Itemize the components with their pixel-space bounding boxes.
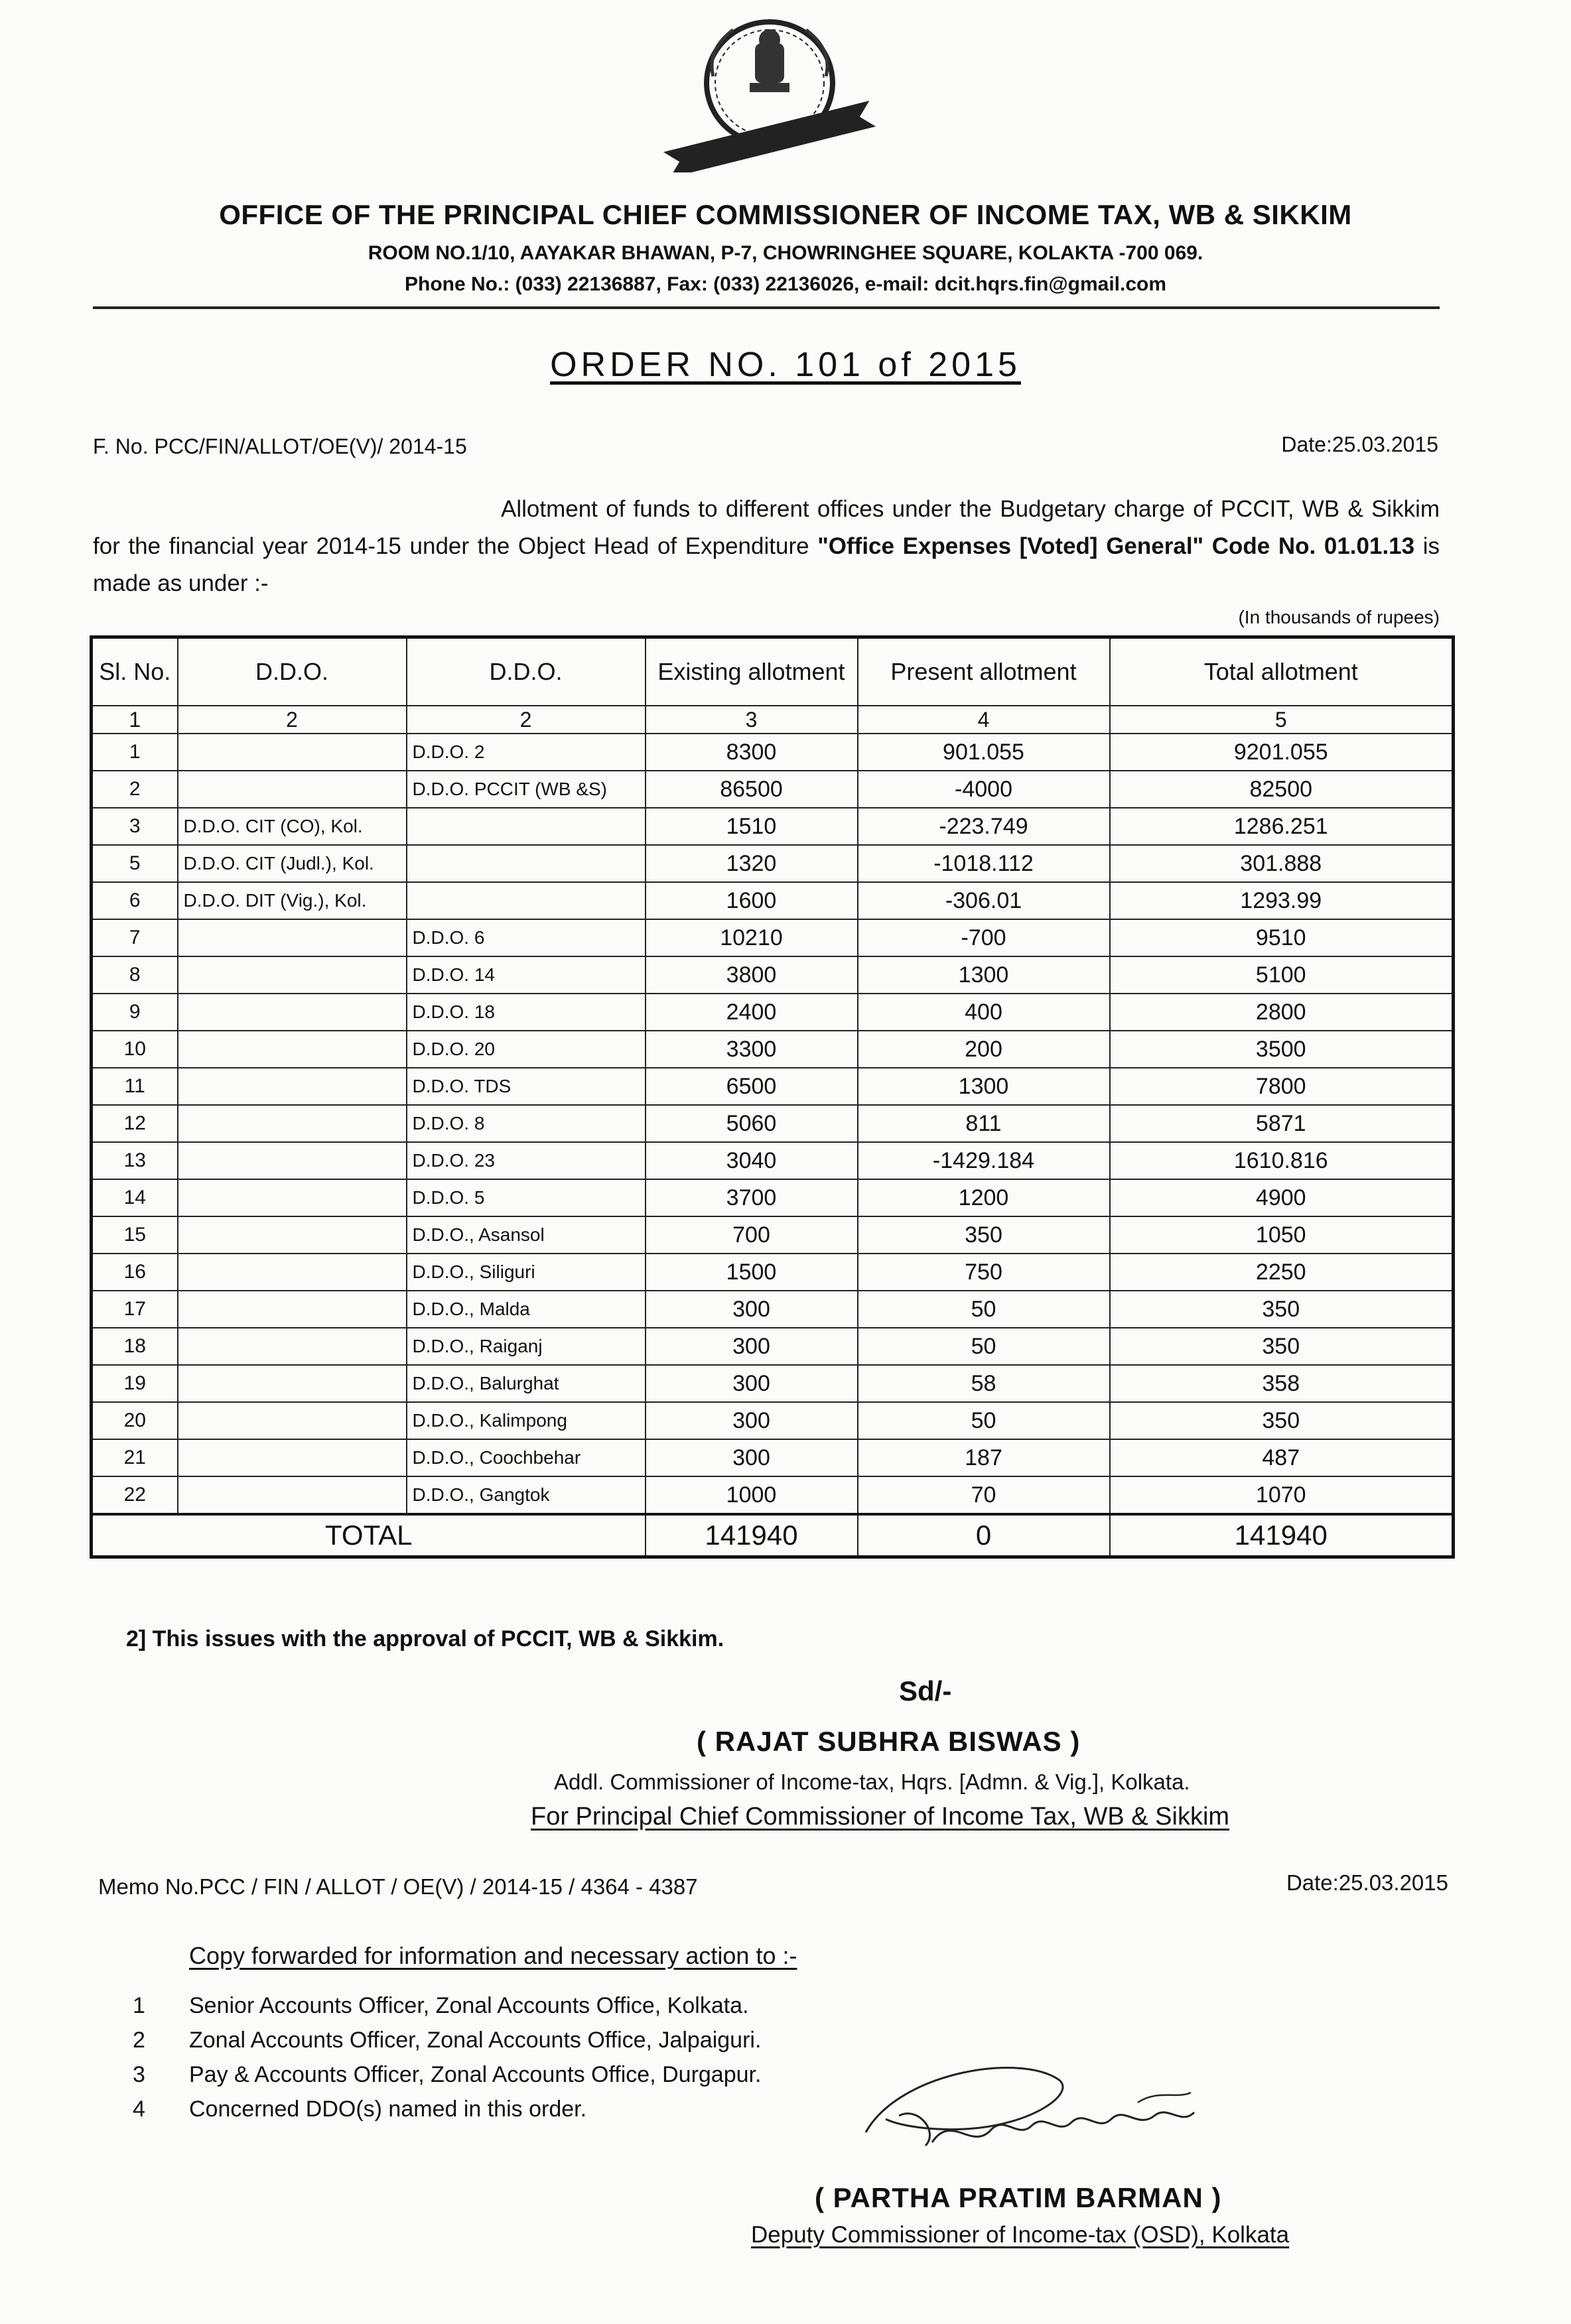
table-row <box>92 1476 1454 1514</box>
list-item <box>133 2062 761 2097</box>
col-number: 2 <box>407 706 646 734</box>
row-present: 200 <box>858 1031 1110 1068</box>
col-header-ddo-b: D.D.O. <box>407 637 646 706</box>
row-existing: 700 <box>646 1216 858 1254</box>
allotment-table <box>90 635 1455 1559</box>
row-total: 1293.99 <box>1110 882 1454 919</box>
total-label: TOTAL <box>92 1514 646 1557</box>
row-ddo-a <box>178 1105 407 1142</box>
row-present: -223.749 <box>858 808 1110 845</box>
recipient-number: 3 <box>133 2062 145 2087</box>
list-item <box>133 2028 761 2062</box>
row-ddo-a <box>178 1439 407 1476</box>
table-row <box>92 1328 1454 1365</box>
row-existing: 300 <box>646 1365 858 1402</box>
row-total: 9201.055 <box>1110 734 1454 771</box>
row-ddo-b: D.D.O. 18 <box>407 994 646 1031</box>
col-number: 4 <box>858 706 1110 734</box>
row-ddo-b: D.D.O., Asansol <box>407 1216 646 1254</box>
row-total: 350 <box>1110 1291 1454 1328</box>
memo-number: Memo No.PCC / FIN / ALLOT / OE(V) / 2014-15 / 4364 - 4387 <box>98 1874 698 1899</box>
total-total: 141940 <box>1110 1514 1454 1557</box>
copy-heading: Copy forwarded for information and necessary action to :- <box>189 1942 797 1969</box>
col-number: 1 <box>92 706 178 734</box>
row-existing: 86500 <box>646 771 858 808</box>
row-slno: 22 <box>92 1476 178 1514</box>
row-ddo-a <box>178 1031 407 1068</box>
row-ddo-a <box>178 771 407 808</box>
row-total: 1070 <box>1110 1476 1454 1514</box>
total-existing: 141940 <box>646 1514 858 1557</box>
row-ddo-b: D.D.O. 23 <box>407 1142 646 1179</box>
row-slno: 17 <box>92 1291 178 1328</box>
col-number: 2 <box>178 706 407 734</box>
para-text: Allotment of funds to different offices under the Budgetary charge of PCCIT, WB & Sikkim for the financial year 2014-15 under the Object Head of Expenditure <box>93 496 1440 559</box>
row-total: 350 <box>1110 1402 1454 1439</box>
col-header-present: Present allotment <box>858 637 1110 706</box>
row-existing: 1320 <box>646 845 858 882</box>
row-present: -700 <box>858 919 1110 956</box>
row-present: -306.01 <box>858 882 1110 919</box>
row-slno: 1 <box>92 734 178 771</box>
row-ddo-a <box>178 1328 407 1365</box>
signatory1-for: For Principal Chief Commissioner of Income Tax, WB & Sikkim <box>531 1803 1230 1831</box>
row-slno: 11 <box>92 1068 178 1105</box>
row-existing: 10210 <box>646 919 858 956</box>
row-existing: 3800 <box>646 956 858 994</box>
row-existing: 3700 <box>646 1179 858 1216</box>
signatory2-name: ( PARTHA PRATIM BARMAN ) <box>815 2182 1222 2213</box>
row-total: 350 <box>1110 1328 1454 1365</box>
row-slno: 7 <box>92 919 178 956</box>
row-existing: 300 <box>646 1291 858 1328</box>
row-ddo-a <box>178 919 407 956</box>
row-ddo-b: D.D.O., Coochbehar <box>407 1439 646 1476</box>
table-row <box>92 1439 1454 1476</box>
approval-note: 2] This issues with the approval of PCCIT, WB & Sikkim. <box>126 1626 724 1651</box>
row-slno: 9 <box>92 994 178 1031</box>
list-item <box>133 1993 761 2028</box>
row-ddo-b: D.D.O. TDS <box>407 1068 646 1105</box>
row-ddo-a <box>178 994 407 1031</box>
row-existing: 300 <box>646 1328 858 1365</box>
row-present: 50 <box>858 1291 1110 1328</box>
row-present: 1300 <box>858 1068 1110 1105</box>
recipient-text: Pay & Accounts Officer, Zonal Accounts Office, Durgapur. <box>189 2062 762 2087</box>
table-row <box>92 1068 1454 1105</box>
row-total: 487 <box>1110 1439 1454 1476</box>
row-slno: 15 <box>92 1216 178 1254</box>
row-present: 1200 <box>858 1179 1110 1216</box>
list-item <box>133 2097 761 2131</box>
row-present: 750 <box>858 1254 1110 1291</box>
handwritten-signature <box>859 2053 1257 2165</box>
row-slno: 18 <box>92 1328 178 1365</box>
file-number: F. No. PCC/FIN/ALLOT/OE(V)/ 2014-15 <box>93 434 467 458</box>
table-header-row <box>92 637 1454 706</box>
row-slno: 6 <box>92 882 178 919</box>
row-ddo-b: D.D.O., Malda <box>407 1291 646 1328</box>
row-ddo-a: D.D.O. DIT (Vig.), Kol. <box>178 882 407 919</box>
row-ddo-b <box>407 845 646 882</box>
table-row <box>92 1402 1454 1439</box>
row-slno: 3 <box>92 808 178 845</box>
col-header-slno: Sl. No. <box>92 637 178 706</box>
row-existing: 6500 <box>646 1068 858 1105</box>
col-number: 3 <box>646 706 858 734</box>
signatory1-name: ( RAJAT SUBHRA BISWAS ) <box>697 1726 1081 1757</box>
row-total: 5871 <box>1110 1105 1454 1142</box>
row-existing: 1000 <box>646 1476 858 1514</box>
income-tax-department-emblem <box>644 13 896 172</box>
table-row <box>92 771 1454 808</box>
row-ddo-a <box>178 1476 407 1514</box>
table-row <box>92 1216 1454 1254</box>
table-row <box>92 1105 1454 1142</box>
row-total: 5100 <box>1110 956 1454 994</box>
row-present: 58 <box>858 1365 1110 1402</box>
row-total: 358 <box>1110 1365 1454 1402</box>
recipient-text: Zonal Accounts Officer, Zonal Accounts Office, Jalpaiguri. <box>189 2028 762 2053</box>
row-slno: 5 <box>92 845 178 882</box>
office-contact: Phone No.: (033) 22136887, Fax: (033) 22136026, e-mail: dcit.hqrs.fin@gmail.com <box>404 273 1167 295</box>
signatory1-designation: Addl. Commissioner of Income-tax, Hqrs. [Admn. & Vig.], Kolkata. <box>554 1770 1190 1794</box>
row-ddo-b: D.D.O. PCCIT (WB &S) <box>407 771 646 808</box>
row-slno: 10 <box>92 1031 178 1068</box>
col-header-total: Total allotment <box>1110 637 1454 706</box>
row-slno: 16 <box>92 1254 178 1291</box>
row-ddo-a: D.D.O. CIT (CO), Kol. <box>178 808 407 845</box>
table-row <box>92 956 1454 994</box>
row-slno: 19 <box>92 1365 178 1402</box>
row-existing: 300 <box>646 1402 858 1439</box>
col-header-existing: Existing allotment <box>646 637 858 706</box>
table-row <box>92 1179 1454 1216</box>
row-slno: 2 <box>92 771 178 808</box>
row-slno: 13 <box>92 1142 178 1179</box>
row-present: 400 <box>858 994 1110 1031</box>
table-row <box>92 1365 1454 1402</box>
row-ddo-a <box>178 1216 407 1254</box>
para-object-head: "Office Expenses [Voted] General" Code No. 01.01.13 <box>817 533 1415 559</box>
row-total: 2800 <box>1110 994 1454 1031</box>
col-number: 5 <box>1110 706 1454 734</box>
table-row <box>92 1291 1454 1328</box>
row-present: 50 <box>858 1402 1110 1439</box>
row-present: -1429.184 <box>858 1142 1110 1179</box>
row-total: 82500 <box>1110 771 1454 808</box>
row-existing: 300 <box>646 1439 858 1476</box>
row-ddo-b: D.D.O., Siliguri <box>407 1254 646 1291</box>
row-total: 3500 <box>1110 1031 1454 1068</box>
row-slno: 12 <box>92 1105 178 1142</box>
row-present: 70 <box>858 1476 1110 1514</box>
row-existing: 1600 <box>646 882 858 919</box>
row-total: 9510 <box>1110 919 1454 956</box>
order-date: Date:25.03.2015 <box>1281 432 1438 456</box>
row-present: 811 <box>858 1105 1110 1142</box>
row-present: -4000 <box>858 771 1110 808</box>
office-title: OFFICE OF THE PRINCIPAL CHIEF COMMISSIONER OF INCOME TAX, WB & SIKKIM <box>219 199 1352 230</box>
row-ddo-b: D.D.O. 5 <box>407 1179 646 1216</box>
row-total: 1286.251 <box>1110 808 1454 845</box>
row-existing: 8300 <box>646 734 858 771</box>
row-ddo-a <box>178 1402 407 1439</box>
col-header-ddo-a: D.D.O. <box>178 637 407 706</box>
recipient-text: Concerned DDO(s) named in this order. <box>189 2097 587 2122</box>
row-ddo-b: D.D.O., Balurghat <box>407 1365 646 1402</box>
table-row <box>92 808 1454 845</box>
para-end: is made as under :- <box>93 533 1440 596</box>
row-total: 4900 <box>1110 1179 1454 1216</box>
row-total: 1610.816 <box>1110 1142 1454 1179</box>
recipient-list <box>133 1993 761 2131</box>
row-ddo-a <box>178 956 407 994</box>
row-ddo-b: D.D.O. 14 <box>407 956 646 994</box>
table-body <box>92 734 1454 1514</box>
row-ddo-a <box>178 1291 407 1328</box>
row-ddo-b: D.D.O. 6 <box>407 919 646 956</box>
row-ddo-a <box>178 1142 407 1179</box>
row-slno: 14 <box>92 1179 178 1216</box>
row-slno: 21 <box>92 1439 178 1476</box>
row-total: 7800 <box>1110 1068 1454 1105</box>
row-total: 2250 <box>1110 1254 1454 1291</box>
row-present: -1018.112 <box>858 845 1110 882</box>
table-row <box>92 882 1454 919</box>
row-ddo-a <box>178 1179 407 1216</box>
table-row <box>92 845 1454 882</box>
recipient-number: 2 <box>133 2028 145 2053</box>
row-present: 187 <box>858 1439 1110 1476</box>
row-ddo-b: D.D.O. 8 <box>407 1105 646 1142</box>
unit-note: (In thousands of rupees) <box>1238 607 1440 627</box>
row-existing: 2400 <box>646 994 858 1031</box>
row-existing: 1500 <box>646 1254 858 1291</box>
row-existing: 3040 <box>646 1142 858 1179</box>
office-address: ROOM NO.1/10, AAYAKAR BHAWAN, P-7, CHOWRINGHEE SQUARE, KOLAKTA -700 069. <box>368 242 1203 264</box>
row-ddo-b <box>407 882 646 919</box>
total-row <box>92 1514 1454 1557</box>
row-present: 350 <box>858 1216 1110 1254</box>
row-ddo-a <box>178 1365 407 1402</box>
recipient-text: Senior Accounts Officer, Zonal Accounts Office, Kolkata. <box>189 1993 749 2018</box>
row-present: 901.055 <box>858 734 1110 771</box>
recipient-number: 4 <box>133 2097 145 2122</box>
row-ddo-b: D.D.O., Kalimpong <box>407 1402 646 1439</box>
order-paragraph <box>93 491 1440 602</box>
memo-date: Date:25.03.2015 <box>1286 1870 1448 1895</box>
row-ddo-a: D.D.O. CIT (Judl.), Kol. <box>178 845 407 882</box>
row-existing: 3300 <box>646 1031 858 1068</box>
total-present: 0 <box>858 1514 1110 1557</box>
row-existing: 1510 <box>646 808 858 845</box>
row-existing: 5060 <box>646 1105 858 1142</box>
row-total: 301.888 <box>1110 845 1454 882</box>
order-title: ORDER NO. 101 of 2015 <box>550 346 1021 384</box>
signatory2-designation: Deputy Commissioner of Income-tax (OSD), Kolkata <box>751 2222 1290 2248</box>
header-divider <box>93 306 1440 309</box>
signed-mark: Sd/- <box>899 1675 952 1707</box>
table-row <box>92 1254 1454 1291</box>
table-row <box>92 1142 1454 1179</box>
row-present: 50 <box>858 1328 1110 1365</box>
row-slno: 8 <box>92 956 178 994</box>
row-ddo-b: D.D.O. 20 <box>407 1031 646 1068</box>
recipient-number: 1 <box>133 1993 145 2018</box>
row-ddo-a <box>178 1254 407 1291</box>
table-row <box>92 919 1454 956</box>
row-slno: 20 <box>92 1402 178 1439</box>
table-row <box>92 734 1454 771</box>
row-ddo-b: D.D.O., Raiganj <box>407 1328 646 1365</box>
row-ddo-a <box>178 1068 407 1105</box>
row-ddo-b <box>407 808 646 845</box>
table-row <box>92 1031 1454 1068</box>
row-ddo-b: D.D.O. 2 <box>407 734 646 771</box>
row-ddo-b: D.D.O., Gangtok <box>407 1476 646 1514</box>
row-ddo-a <box>178 734 407 771</box>
column-number-row <box>92 706 1454 734</box>
row-present: 1300 <box>858 956 1110 994</box>
row-total: 1050 <box>1110 1216 1454 1254</box>
table-row <box>92 994 1454 1031</box>
